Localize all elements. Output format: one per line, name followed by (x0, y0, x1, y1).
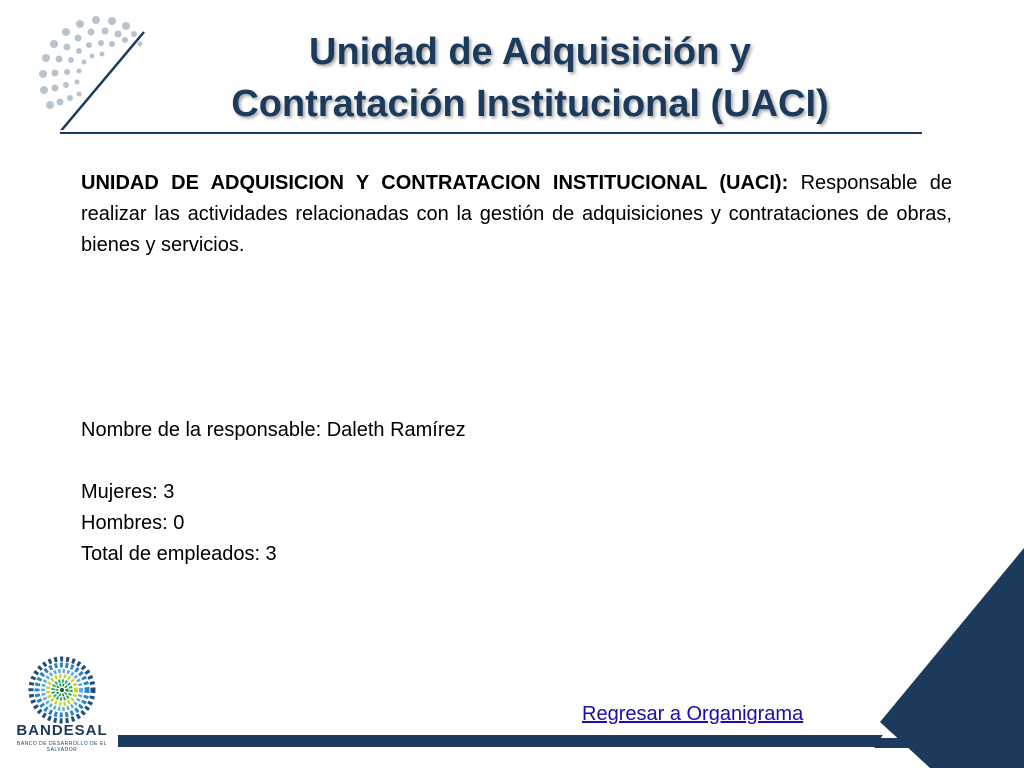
footer-bar (118, 735, 928, 747)
women-count: Mujeres: 3 (81, 481, 175, 503)
unit-description-lead: UNIDAD DE ADQUISICION Y CONTRATACION INSTITUCIONAL (UACI): (81, 172, 789, 194)
responsible-name: Nombre de la responsable: Daleth Ramírez (81, 419, 466, 441)
unit-description (81, 168, 952, 261)
logo-subtitle: BANCO DE DESARROLLO DE EL SALVADOR (16, 741, 108, 753)
back-to-organigram-link[interactable]: Regresar a Organigrama (582, 703, 804, 725)
men-count: Hombres: 0 (81, 512, 185, 534)
total-employees: Total de empleados: 3 (81, 543, 277, 565)
unit-description-text: Responsable de realizar las actividades relacionadas con la gestión de adquisiciones y contrataciones de obras, bienes y servicios. (81, 172, 952, 256)
page-title-line2: Contratación Institucional (UACI) (231, 83, 829, 125)
page-title-line1: Unidad de Adquisición y (309, 31, 751, 73)
page-title (140, 26, 920, 130)
header-underline (60, 132, 922, 134)
logo-name: BANDESAL (16, 722, 108, 739)
